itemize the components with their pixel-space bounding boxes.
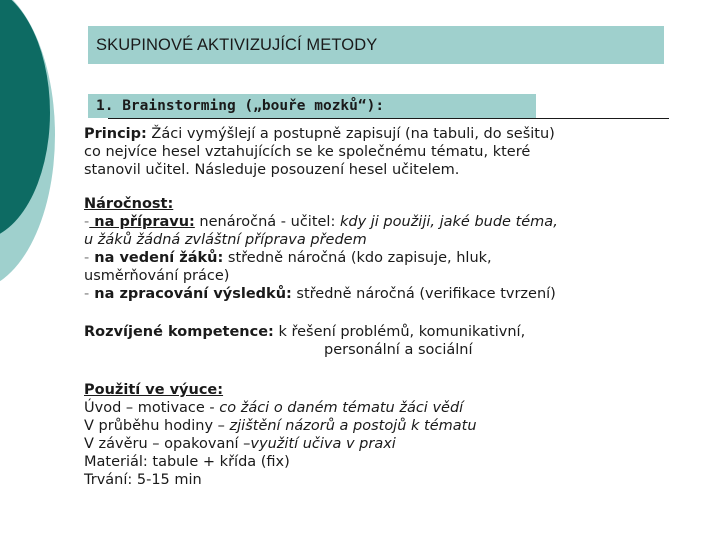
vedeni-text-2: usměrňování práce) (84, 268, 230, 284)
princip-text-1: Žáci vymýšlejí a postupně zapisují (na tabuli, do sešitu) (146, 126, 555, 142)
zpracovani-text: středně náročná (verifikace tvrzení) (291, 286, 556, 302)
page-title: SKUPINOVÉ AKTIVIZUJÍCÍ METODY (96, 35, 378, 54)
bullet-dash: - (84, 286, 90, 302)
priprava-italic-2: u žáků žádná zvláštní příprava předem (84, 232, 367, 248)
zaver-label: V závěru – opakovaní – (84, 436, 251, 452)
pouziti-zaver (84, 435, 704, 453)
uvod-italic: co žáci o daném tématu žáci vědí (219, 400, 464, 416)
princip-line-2: co nejvíce hesel vztahujících se ke společnému tématu, které (84, 144, 531, 160)
title-bar (88, 26, 664, 64)
kompetence-text-2: personální a sociální (324, 342, 473, 358)
princip-paragraph (84, 125, 704, 179)
slide-content (84, 125, 704, 489)
narocnost-item-vedeni (84, 249, 704, 267)
pouziti-heading: Použití ve výuce: (84, 382, 224, 398)
kompetence-section (84, 323, 704, 359)
zaver-italic: využití učiva v praxi (250, 436, 396, 452)
zpracovani-label: na zpracování výsledků: (89, 286, 292, 302)
subtitle-underline (108, 118, 669, 119)
uvod-label: Úvod – motivace - (84, 400, 220, 416)
vedeni-label: na vedení žáků: (89, 250, 224, 266)
princip-line-1 (84, 125, 704, 143)
narocnost-heading: Náročnost: (84, 196, 174, 212)
pouziti-trvani: Trvání: 5-15 min (84, 472, 202, 488)
princip-line-3: stanovil učitel. Následuje posouzení hesel učitelem. (84, 162, 460, 178)
priprava-italic-1: kdy ji použiji, jaké bude téma, (339, 214, 558, 230)
pouziti-prubeh (84, 417, 704, 435)
priprava-text: nenáročná - učitel: (194, 214, 340, 230)
priprava-label: na přípravu: (89, 214, 195, 230)
pouziti-section (84, 381, 704, 489)
pouziti-material: Materiál: tabule + křída (fix) (84, 454, 290, 470)
kompetence-text-1: k řešení problémů, komunikativní, (273, 324, 526, 340)
pouziti-uvod (84, 399, 704, 417)
section-subtitle: 1. Brainstorming („bouře mozků“): (96, 98, 385, 114)
prubeh-italic: zjištění názorů a postojů k tématu (229, 418, 477, 434)
bullet-dash: - (84, 214, 90, 230)
narocnost-item-priprava (84, 213, 704, 231)
prubeh-label: V průběhu hodiny – (84, 418, 230, 434)
vedeni-text-1: středně náročná (kdo zapisuje, hluk, (223, 250, 492, 266)
narocnost-item-zpracovani (84, 285, 704, 303)
subtitle-bar (88, 94, 536, 118)
narocnost-section (84, 195, 704, 303)
princip-label: Princip: (84, 126, 147, 142)
bullet-dash: - (84, 250, 90, 266)
kompetence-label: Rozvíjené kompetence: (84, 324, 274, 340)
kompetence-line-1 (84, 323, 704, 341)
